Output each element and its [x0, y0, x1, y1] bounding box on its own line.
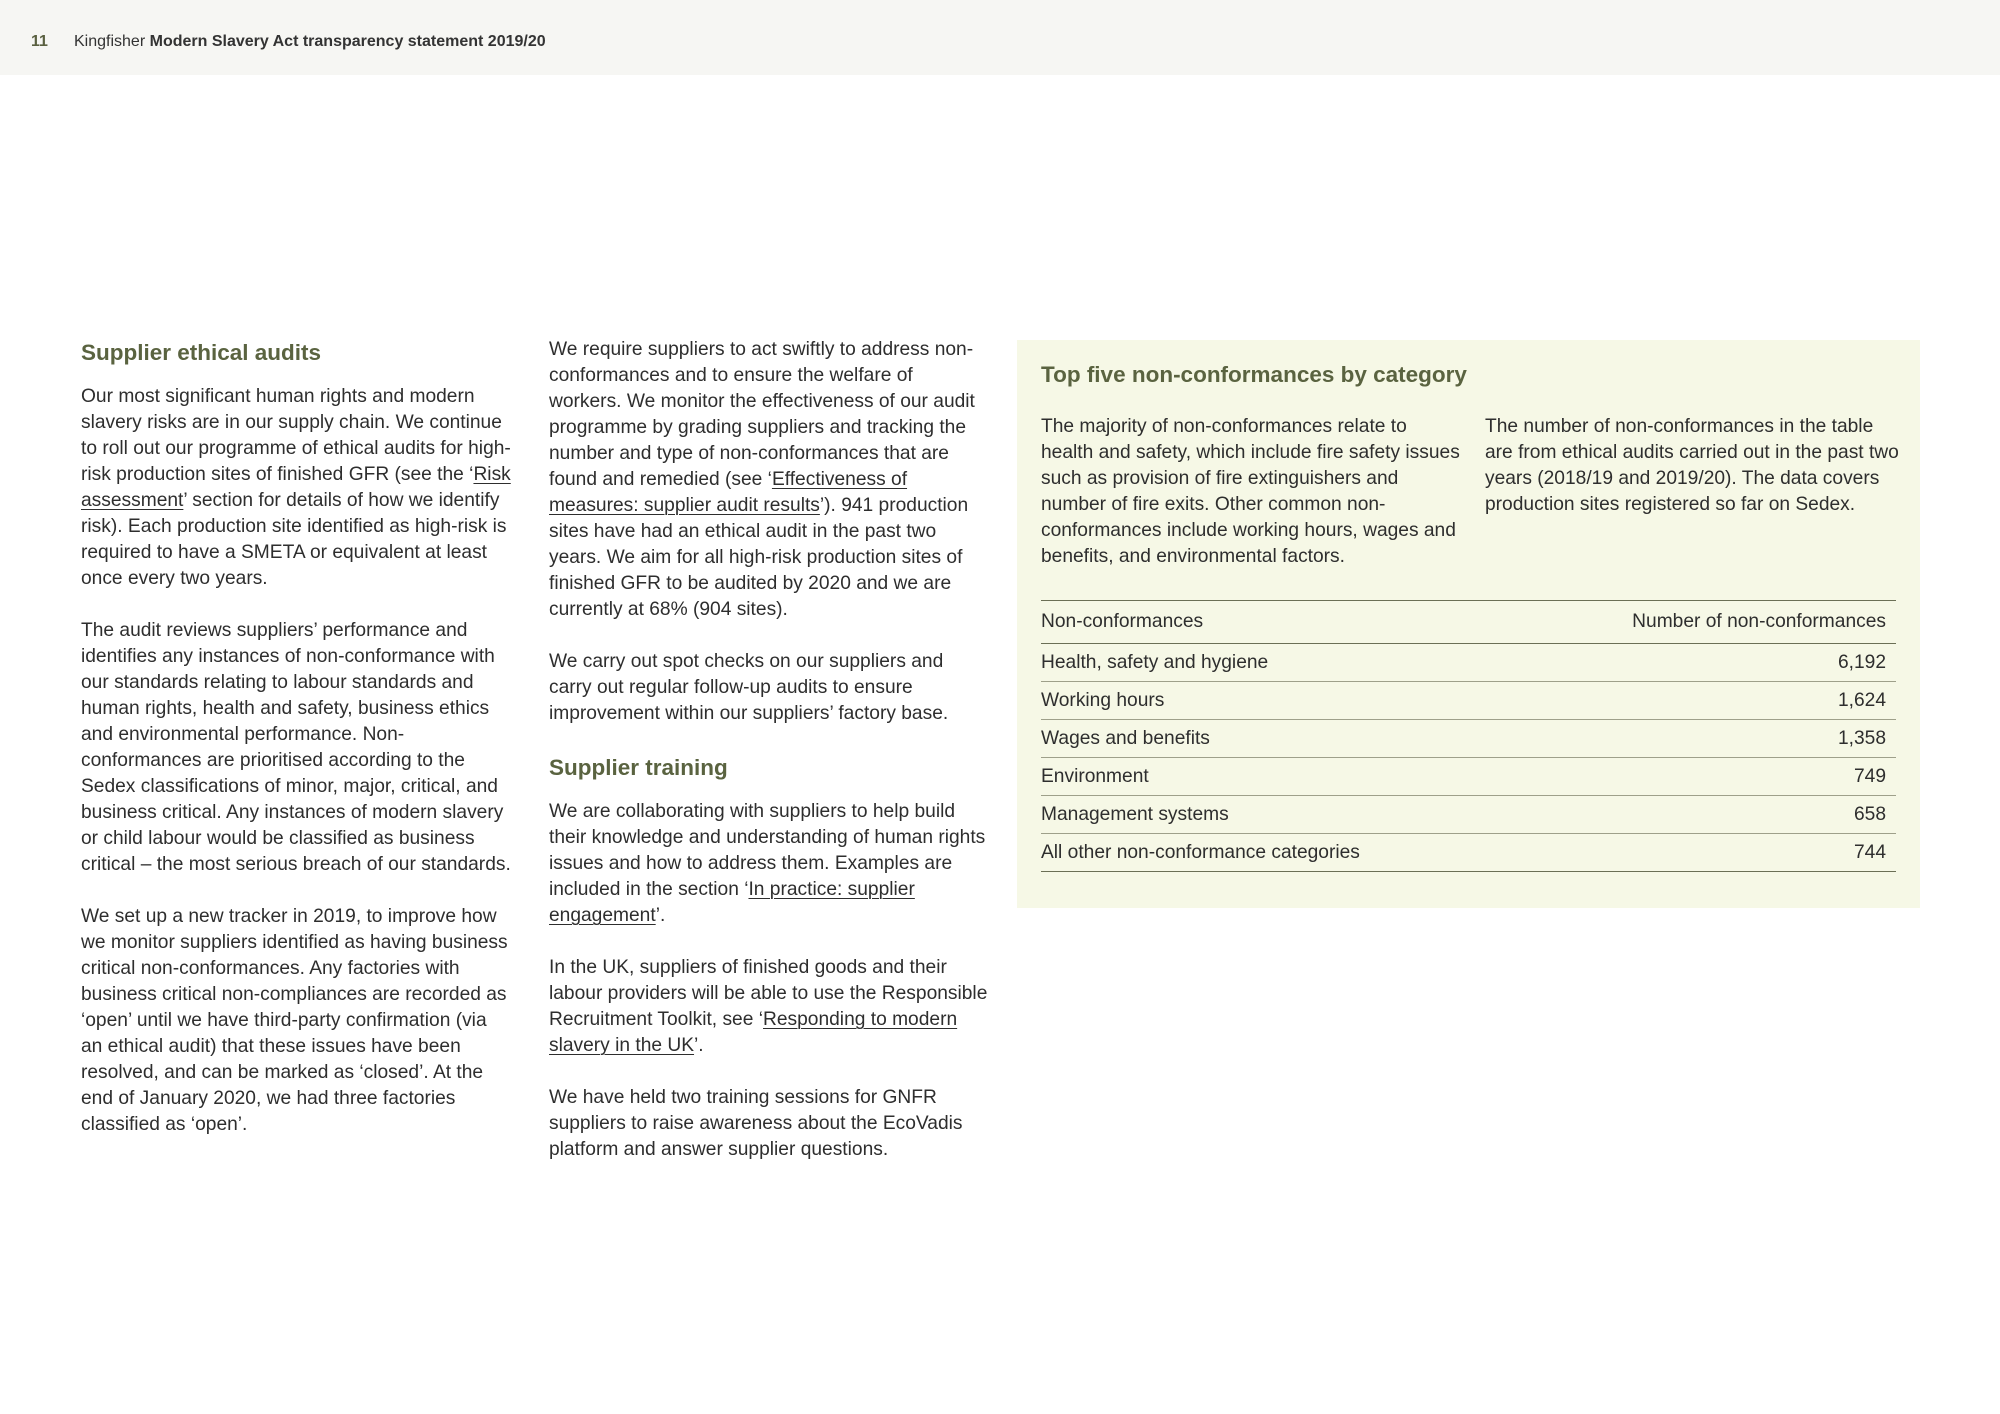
- paragraph-remediation: [549, 337, 989, 623]
- supplier-ethical-audits-heading: Supplier ethical audits: [81, 340, 322, 365]
- row-category: Wages and benefits: [1041, 720, 1509, 758]
- row-category: All other non-conformance categories: [1041, 834, 1509, 872]
- paragraph-risks-text-b: ’ section for details of how we identify risk). Each production site identified as high-risk is required to have a SMETA or equivalent at least once every two years.: [81, 490, 507, 589]
- row-count: 749: [1509, 758, 1896, 796]
- panel-paragraph-data-source: The number of non-conformances in the table are from ethical audits carried out in the past two years (2018/19 and 2019/20). The data covers production sites registered so far on Sedex.: [1485, 416, 1899, 515]
- paragraph-remediation-text-b: ’). 941 production sites have had an ethical audit in the past two years. We aim for all high-risk production sites of finished GFR to be audited by 2020 and we are currently at 68% (904 sites).: [549, 495, 969, 620]
- page-header: [0, 0, 2000, 75]
- paragraph-collaborating-text-b: ’.: [655, 905, 666, 926]
- middle-column: [549, 337, 989, 1189]
- column-header-count: Number of non-conformances: [1509, 601, 1896, 644]
- header-brand: Kingfisher: [74, 33, 146, 50]
- table-row: [1041, 682, 1896, 720]
- row-count: 6,192: [1509, 644, 1896, 682]
- paragraph-tracker: We set up a new tracker in 2019, to improve how we monitor suppliers identified as having business critical non-conformances. Any factories with business critical non-compliances are recorded as ‘open’ until we have third-party confirmation (via an ethical audit) that these issues have been resolved, and can be marked as ‘closed’. At the end of January 2020, we had three factories classified as ‘open’.: [81, 906, 508, 1135]
- paragraph-risks-text-a: Our most significant human rights and modern slavery risks are in our supply chain. We continue to roll out our programme of ethical audits for high-risk production sites of finished GFR (see the ‘: [81, 386, 511, 485]
- paragraph-uk-toolkit: [549, 955, 989, 1059]
- table-row: [1041, 720, 1896, 758]
- panel-heading: Top five non-conformances by category: [1041, 362, 1467, 387]
- non-conformances-table: [1041, 600, 1896, 872]
- paragraph-remediation-text-a: We require suppliers to act swiftly to address non-conformances and to ensure the welfare of workers. We monitor the effectiveness of our audit programme by grading suppliers and tracking the number and type of non-conformances that are found and remedied (see ‘: [549, 339, 975, 490]
- left-column: [81, 337, 513, 1164]
- in-practice-supplier-engagement-link[interactable]: In practice: supplier engagement: [549, 879, 915, 926]
- table-row: [1041, 834, 1896, 872]
- row-category: Working hours: [1041, 682, 1509, 720]
- paragraph-risks: [81, 384, 513, 592]
- paragraph-collaborating-text-a: We are collaborating with suppliers to help build their knowledge and understanding of human rights issues and how to address them. Examples are included in the section ‘: [549, 801, 986, 900]
- paragraph-spot-checks: We carry out spot checks on our suppliers and carry out regular follow-up audits to ensure improvement within our suppliers’ factory base.: [549, 651, 949, 724]
- panel-paragraph-majority: The majority of non-conformances relate to health and safety, which include fire safety issues such as provision of fire extinguishers and number of fire exits. Other common non-conformances include working hours, wages and benefits, and environmental factors.: [1041, 416, 1460, 567]
- supplier-training-heading: Supplier training: [549, 755, 728, 780]
- paragraph-uk-toolkit-text-a: In the UK, suppliers of finished goods and their labour providers will be able to use the Responsible Recruitment Toolkit, see ‘: [549, 957, 988, 1030]
- responding-to-modern-slavery-link[interactable]: Responding to modern slavery in the UK: [549, 1009, 958, 1056]
- non-conformances-panel: [1017, 340, 1920, 908]
- column-header-category: Non-conformances: [1041, 601, 1509, 644]
- paragraph-uk-toolkit-text-b: ’.: [694, 1035, 704, 1056]
- header-document-title: Modern Slavery Act transparency statement 2019/20: [149, 33, 546, 50]
- row-count: 1,624: [1509, 682, 1896, 720]
- table-row: [1041, 758, 1896, 796]
- risk-assessment-link[interactable]: Risk assessment: [81, 464, 511, 511]
- paragraph-gnfr-training: We have held two training sessions for GNFR suppliers to raise awareness about the EcoVadis platform and answer supplier questions.: [549, 1087, 963, 1160]
- table-header-row: [1041, 601, 1896, 644]
- row-count: 744: [1509, 834, 1896, 872]
- row-count: 658: [1509, 796, 1896, 834]
- row-category: Health, safety and hygiene: [1041, 644, 1509, 682]
- page-number: 11: [31, 33, 48, 50]
- row-count: 1,358: [1509, 720, 1896, 758]
- row-category: Environment: [1041, 758, 1509, 796]
- table-row: [1041, 644, 1896, 682]
- table-row: [1041, 796, 1896, 834]
- paragraph-collaborating: [549, 799, 989, 929]
- header-title: [74, 33, 546, 51]
- paragraph-audit-reviews: The audit reviews suppliers’ performance and identifies any instances of non-conformance with our standards relating to labour standards and human rights, health and safety, business ethics and environmental performance. Non-conformances are prioritised according to the Sedex classifications of minor, major, critical, and business critical. Any instances of modern slavery or child labour would be classified as business critical – the most serious breach of our standards.: [81, 620, 511, 875]
- effectiveness-of-measures-link[interactable]: Effectiveness of measures: supplier audit results: [549, 469, 908, 516]
- row-category: Management systems: [1041, 796, 1509, 834]
